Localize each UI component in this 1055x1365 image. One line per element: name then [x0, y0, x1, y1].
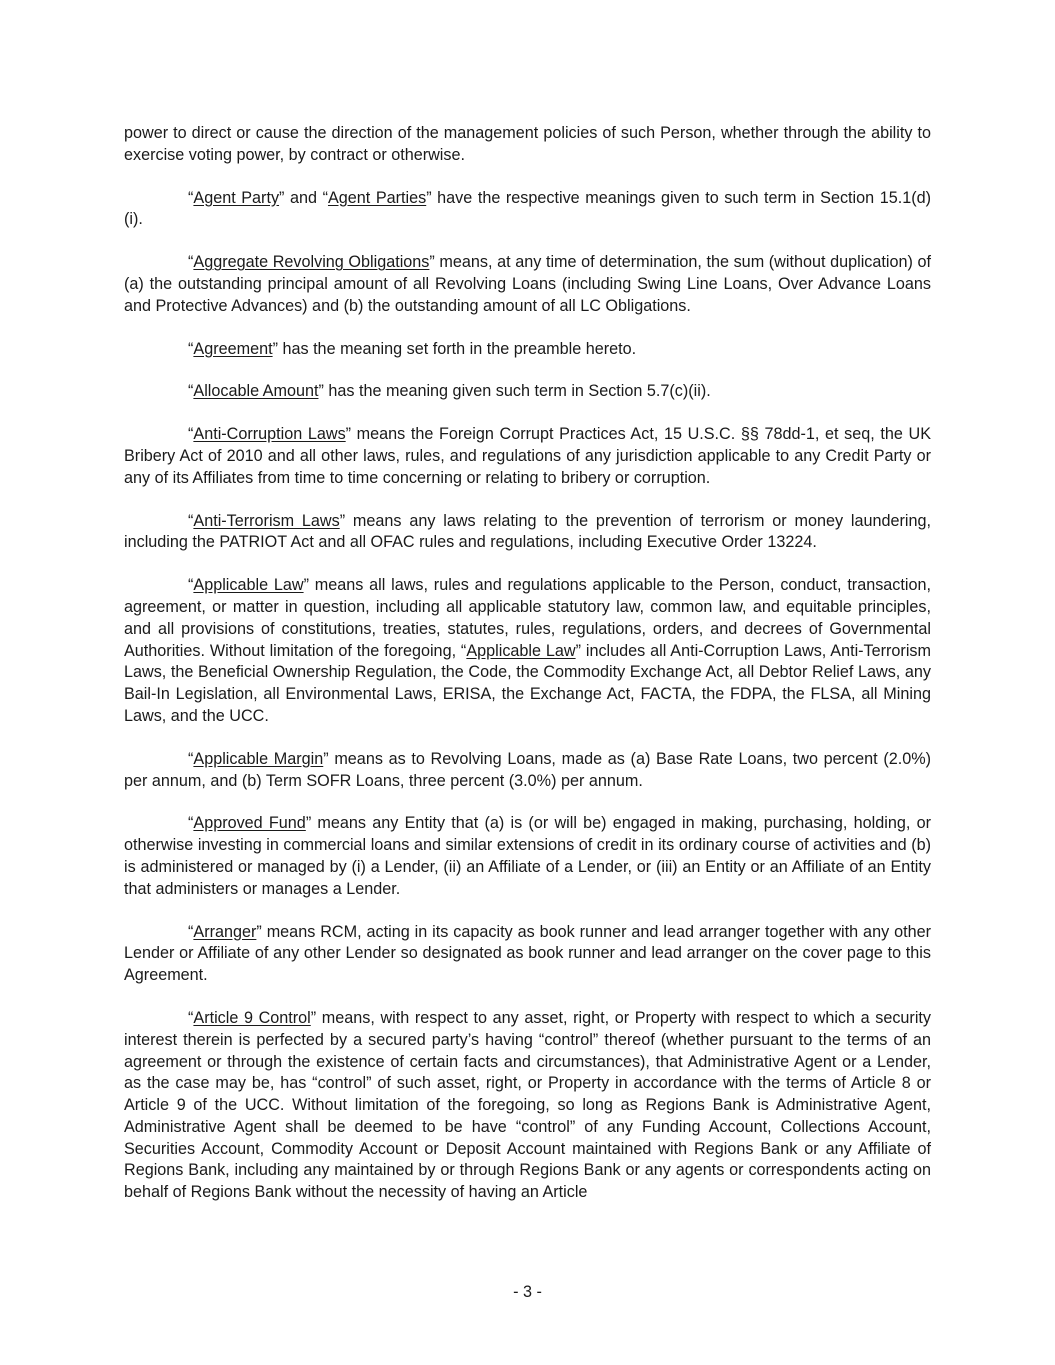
term-agent-parties: Agent Parties: [327, 188, 427, 207]
definition-allocable-amount: “Allocable Amount” has the meaning given such term in Section 5.7(c)(ii).: [188, 382, 711, 401]
term-aggregate-revolving-obligations: Aggregate Revolving Obligations: [193, 253, 430, 272]
term-approved-fund: Approved Fund: [193, 814, 306, 833]
term-arranger: Arranger: [193, 922, 257, 941]
term-agent-party: Agent Party: [193, 188, 280, 207]
definition-aggregate-revolving-obligations: “Aggregate Revolving Obligations” means, at any time of determination, the sum (without duplication) of (a) the outstanding principal amount of all Revolving Loans (including Swing Line Loans, Over Advance Loans and Protective Advances) and (b) the outstanding amount of all LC Obligations.: [124, 253, 931, 315]
term-applicable-law: Applicable Law: [193, 576, 304, 595]
term-anti-terrorism-laws: Anti-Terrorism Laws: [193, 511, 340, 530]
term-applicable-margin: Applicable Margin: [193, 749, 324, 768]
term-applicable-law-reference: Applicable Law: [466, 641, 576, 660]
term-article-9-control: Article 9 Control: [193, 1008, 311, 1027]
definition-anti-terrorism-laws: “Anti-Terrorism Laws” means any laws relating to the prevention of terrorism or money laundering, including the PATRIOT Act and all OFAC rules and regulations, including Executive Order 13224.: [124, 511, 931, 552]
definition-anti-corruption-laws: “Anti-Corruption Laws” means the Foreign Corrupt Practices Act, 15 U.S.C. §§ 78dd-1, et seq, the UK Bribery Act of 2010 and all other laws, rules, and regulations of any jurisdiction applicable to any Credit Party or any of its Affiliates from time to time concerning or relating to bribery or corruption.: [124, 425, 931, 487]
definition-arranger: “Arranger” means RCM, acting in its capacity as book runner and lead arranger together with any other Lender or Affiliate of any other Lender so designated as book runner and lead arranger on the cover page to this Agreement.: [124, 922, 931, 985]
definition-approved-fund: “Approved Fund” means any Entity that (a) is (or will be) engaged in making, purchasing, holding, or otherwise investing in commercial loans and similar extensions of credit in its ordinary course of activities and (b) is administered or managed by (i) a Lender, (ii) an Affiliate of a Lender, or (iii) an Entity or an Affiliate of an Entity that administers or manages a Lender.: [124, 814, 931, 898]
definition-agent-party: “Agent Party” and “Agent Parties” have the respective meanings given to such term in Section 15.1(d)(i).: [124, 188, 931, 229]
continuation-paragraph: power to direct or cause the direction of the management policies of such Person, whether through the ability to exercise voting power, by contract or otherwise.: [124, 124, 931, 164]
document-body: [124, 123, 931, 1204]
term-agreement: Agreement: [193, 339, 273, 358]
definition-agreement: “Agreement” has the meaning set forth in the preamble hereto.: [188, 339, 637, 358]
definition-article-9-control: “Article 9 Control” means, with respect to any asset, right, or Property with respect to which a security interest therein is perfected by a secured party’s having “control” thereof (whether pursuant to the terms of an agreement or through the existence of certain facts and circumstances), that Administrative Agent or a Lender, as the case may be, has “control” of such asset, right, or Property in accordance with the terms of Article 8 or Article 9 of the UCC. Without limitation of the foregoing, so long as Regions Bank is Administrative Agent, Administrative Agent shall be deemed to be have “control” of any Funding Account, Collections Account, Securities Account, Commodity Account or Deposit Account maintained with Regions Bank or any Affiliate of Regions Bank, including any maintained by or through Regions Bank or any agents or correspondents acting on behalf of Regions Bank without the necessity of having an Article: [124, 1008, 932, 1202]
term-anti-corruption-laws: Anti-Corruption Laws: [193, 425, 346, 444]
page-number: - 3 -: [513, 1283, 542, 1301]
definition-applicable-margin: “Applicable Margin” means as to Revolving Loans, made as (a) Base Rate Loans, two percent (2.0%) per annum, and (b) Term SOFR Loans, three percent (3.0%) per annum.: [124, 749, 931, 790]
term-allocable-amount: Allocable Amount: [193, 382, 319, 401]
definition-applicable-law: “Applicable Law” means all laws, rules and regulations applicable to the Person, conduct, transaction, agreement, or matter in question, including all applicable statutory law, common law, and equitable principles, and all provisions of constitutions, treaties, statutes, rules, regulations, orders, and decrees of Governmental Authorities. Without limitation of the foregoing, “Applicable Law” includes all Anti-Corruption Laws, Anti-Terrorism Laws, the Beneficial Ownership Regulation, the Code, the Commodity Exchange Act, all Debtor Relief Laws, any Bail-In Legislation, all Environmental Laws, ERISA, the Exchange Act, FACTA, the FDPA, the FLSA, all Mining Laws, and the UCC.: [124, 576, 931, 725]
